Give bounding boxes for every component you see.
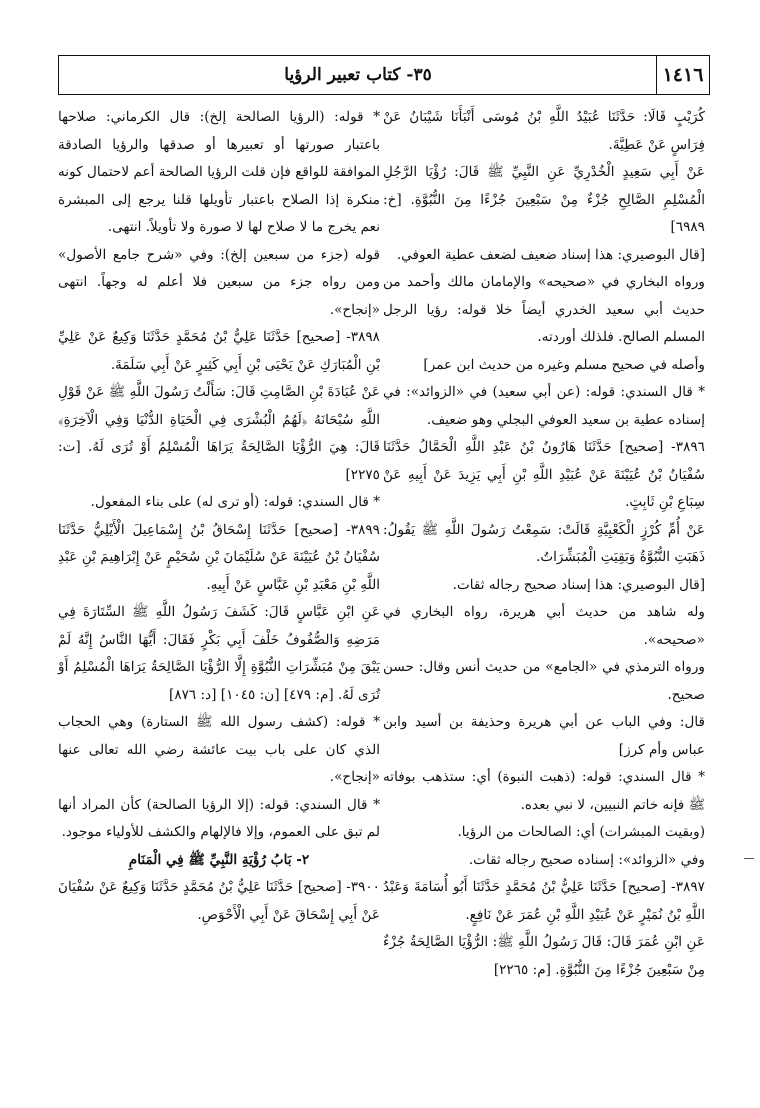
paragraph: * قال السندي: قوله: (ذهبت النبوة) أي: ستذهب بوفاته ﷺ فإنه خاتم النبيين، لا نبي بعده. xyxy=(383,769,705,813)
paragraph: ٣٨٩٦- [صحيح] حَدَّثَنَا هَارُونُ بْنُ عَبْدِ اللَّهِ الْحَمَّالُ حَدَّثَنَا سُفْيَانُ بْنُ عُيَيْنَةَ عَنْ عُبَيْدِ اللَّهِ بْنِ أَبِي يَزِيدَ عَنْ أَبِيهِ عَنْ سِبَاعِ بْنِ ثَابِتٍ. xyxy=(383,439,705,510)
paragraph: عَنْ عُبَادَةَ بْنِ الصَّامِتِ قَالَ: سَأَلْتُ رَسُولَ اللَّهِ ﷺ عَنْ قَوْلِ اللَّهِ سُبْحَانَهُ ﴿لَهُمُ الْبُشْرَى فِي الْحَيَاةِ الدُّنْيَا وَفِي الْآخِرَةِ﴾ قَالَ: هِيَ الرُّؤْيَا الصَّالِحَةُ يَرَاهَا الْمُسْلِمُ أَوْ تُرَى لَهُ. [ت: ٢٢٧٥] xyxy=(58,384,380,483)
page-number: ١٤١٦ xyxy=(656,56,709,94)
paragraph: * قوله: (الرؤيا الصالحة إلخ): قال الكرماني: صلاحها باعتبار صورتها أو تعبيرها أو صدقها والرؤيا الصادقة الموافقة للواقع فإن قلت الرؤيا الصالحة أعم لاحتمال كونه منكرة إذا الصلاح باعتبار تأويلها قلنا يرجع إلى المبشرة نعم يخرج ما لا صلاح لها لا صورة ولا تأويلاً. انتهى. xyxy=(58,109,380,235)
paragraph: قال: وفي الباب عن أبي هريرة وحذيفة بن أسيد وابن عباس وأم كرز] xyxy=(383,714,705,758)
paragraph: * قال السندي: قوله: (أو ترى له) على بناء المفعول. xyxy=(90,494,380,510)
paragraph: [قال البوصيري: هذا إسناد صحيح رجاله ثقات. xyxy=(452,576,705,593)
paragraph: عَنِ ابْنِ عَبَّاسٍ قَالَ: كَشَفَ رَسُولُ اللَّهِ ﷺ السِّتَارَةَ فِي مَرَضِهِ وَالصُّفُوفُ خَلْفَ أَبِي بَكْرٍ فَقَالَ: أَيُّهَا النَّاسُ إِنَّهُ لَمْ يَبْقَ مِنْ مُبَشِّرَاتِ النُّبُوَّةِ إِلَّا الرُّؤْيَا الصَّالِحَةُ يَرَاهَا الْمُسْلِمُ أَوْ تُرَى لَهُ. [م: ٤٧٩] [ن: ١٠٤٥] [د: ٨٧٦] xyxy=(58,604,380,703)
right-column xyxy=(383,104,705,984)
paragraph: ورواه البخاري في «صحيحه» والإمامان مالك وأحمد من حديث أبي سعيد الخدري أيضاً خلا قوله: رؤيا الرجل المسلم الصالح. فلذلك أوردته. xyxy=(383,274,705,345)
paragraph: (وبقيت المبشرات) أي: الصالحات من الرؤيا. xyxy=(457,824,705,840)
page-header xyxy=(58,55,710,95)
left-column xyxy=(58,104,380,929)
paragraph: * قال السندي: قوله: (إلا الرؤيا الصالحة) كأن المراد أنها لم تبق على العموم، وإلا فالإلهام والكشف للأولياء موجود. xyxy=(58,796,380,840)
paragraph: قوله (جزء من سبعين إلخ): وفي «شرح جامع الأصول» ومن رواه جزء من سبعين فلا أعلم له وجهاً. انتهى «إنجاح». xyxy=(58,246,380,318)
paragraph: عَنْ أُمِّ كُرْزٍ الْكَعْبِيَّةِ قَالَتْ: سَمِعْتُ رَسُولَ اللَّهِ ﷺ يَقُولُ: ذَهَبَتِ النُّبُوَّةُ وَبَقِيَتِ الْمُبَشِّرَاتُ. xyxy=(383,521,705,565)
paragraph: وأصله في صحيح مسلم وغيره من حديث ابن عمر] xyxy=(423,356,705,373)
paragraph: ٣٨٩٧- [صحيح] حَدَّثَنَا عَلِيُّ بْنُ مُحَمَّدٍ حَدَّثَنَا أَبُو أُسَامَةَ وَعَبْدُ اللَّهِ بْنُ نُمَيْرٍ عَنْ عُبَيْدِ اللَّهِ بْنِ عُمَرَ عَنْ نَافِعٍ. xyxy=(383,879,705,923)
paragraph: وفي «الزوائد»: إسناده صحيح رجاله ثقات. xyxy=(468,851,705,868)
section-heading: ٢- بَابُ رُؤْيَةِ النَّبِيِّ ﷺ فِي الْمَنَامِ xyxy=(128,851,310,868)
paragraph: عَنْ أَبِي سَعِيدٍ الْخُدْرِيِّ عَنِ النَّبِيِّ ﷺ قَالَ: رُؤْيَا الرَّجُلِ الْمُسْلِمِ الصَّالِحِ جُزْءٌ مِنْ سَبْعِينَ جُزْءًا مِنَ النُّبُوَّةِ. [خ: ٦٩٨٩] xyxy=(383,164,705,235)
paragraph: وله شاهد من حديث أبي هريرة، رواه البخاري في «صحيحه». xyxy=(383,604,705,648)
paragraph: [قال البوصيري: هذا إسناد ضعيف لضعف عطية العوفي. xyxy=(396,246,705,263)
paragraph: ٣٨٩٩- [صحيح] حَدَّثَنَا إِسْحَاقُ بْنُ إِسْمَاعِيلَ الْأَيْلِيُّ حَدَّثَنَا سُفْيَانُ بْنُ عُيَيْنَةَ عَنْ سُلَيْمَانَ بْنِ سُحَيْمٍ عَنْ إِبْرَاهِيمَ بْنِ عَبْدِ اللَّهِ بْنِ مَعْبَدِ بْنِ عَبَّاسٍ عَنْ أَبِيهِ. xyxy=(58,521,380,593)
paragraph: عَنِ ابْنِ عُمَرَ قَالَ: قَالَ رَسُولُ اللَّهِ ﷺ: الرُّؤْيَا الصَّالِحَةُ جُزْءٌ مِنْ سَبْعِينَ جُزْءًا مِنَ النُّبُوَّةِ. [م: ٢٢٦٥] xyxy=(383,934,705,978)
paragraph: * قوله: (كشف رسول الله ﷺ الستارة) وهي الحجاب الذي كان على باب بيت عائشة رضي الله تعالى عنها «إنجاح». xyxy=(58,714,380,785)
paragraph: * قال السندي: قوله: (عن أبي سعيد) في «الزوائد»: في إسناده عطية بن سعيد العوفي البجلي وهو ضعيف. xyxy=(383,384,705,428)
paragraph: ورواه الترمذي في «الجامع» من حديث أنس وقال: حسن صحيح. xyxy=(383,659,705,703)
paragraph: كُرَيْبٍ قَالَا: حَدَّثَنَا عُبَيْدُ اللَّهِ بْنُ مُوسَى أَنْبَأَنَا شَيْبَانُ عَنْ فِرَاسٍ عَنْ عَطِيَّةَ. xyxy=(383,109,705,153)
chapter-title: ٣٥- كتاب تعبير الرؤيا xyxy=(284,65,432,85)
margin-mark xyxy=(744,858,754,859)
paragraph: ٣٩٠٠- [صحيح] حَدَّثَنَا عَلِيُّ بْنُ مُحَمَّدٍ حَدَّثَنَا وَكِيعٌ عَنْ سُفْيَانَ عَنْ أَبِي إِسْحَاقَ عَنْ أَبِي الْأَحْوَصِ. xyxy=(58,879,380,923)
paragraph: ٣٨٩٨- [صحيح] حَدَّثَنَا عَلِيُّ بْنُ مُحَمَّدٍ حَدَّثَنَا وَكِيعٌ عَنْ عَلِيِّ بْنِ الْمُبَارَكِ عَنْ يَحْيَى بْنِ أَبِي كَثِيرٍ عَنْ أَبِي سَلَمَةَ. xyxy=(58,329,380,373)
